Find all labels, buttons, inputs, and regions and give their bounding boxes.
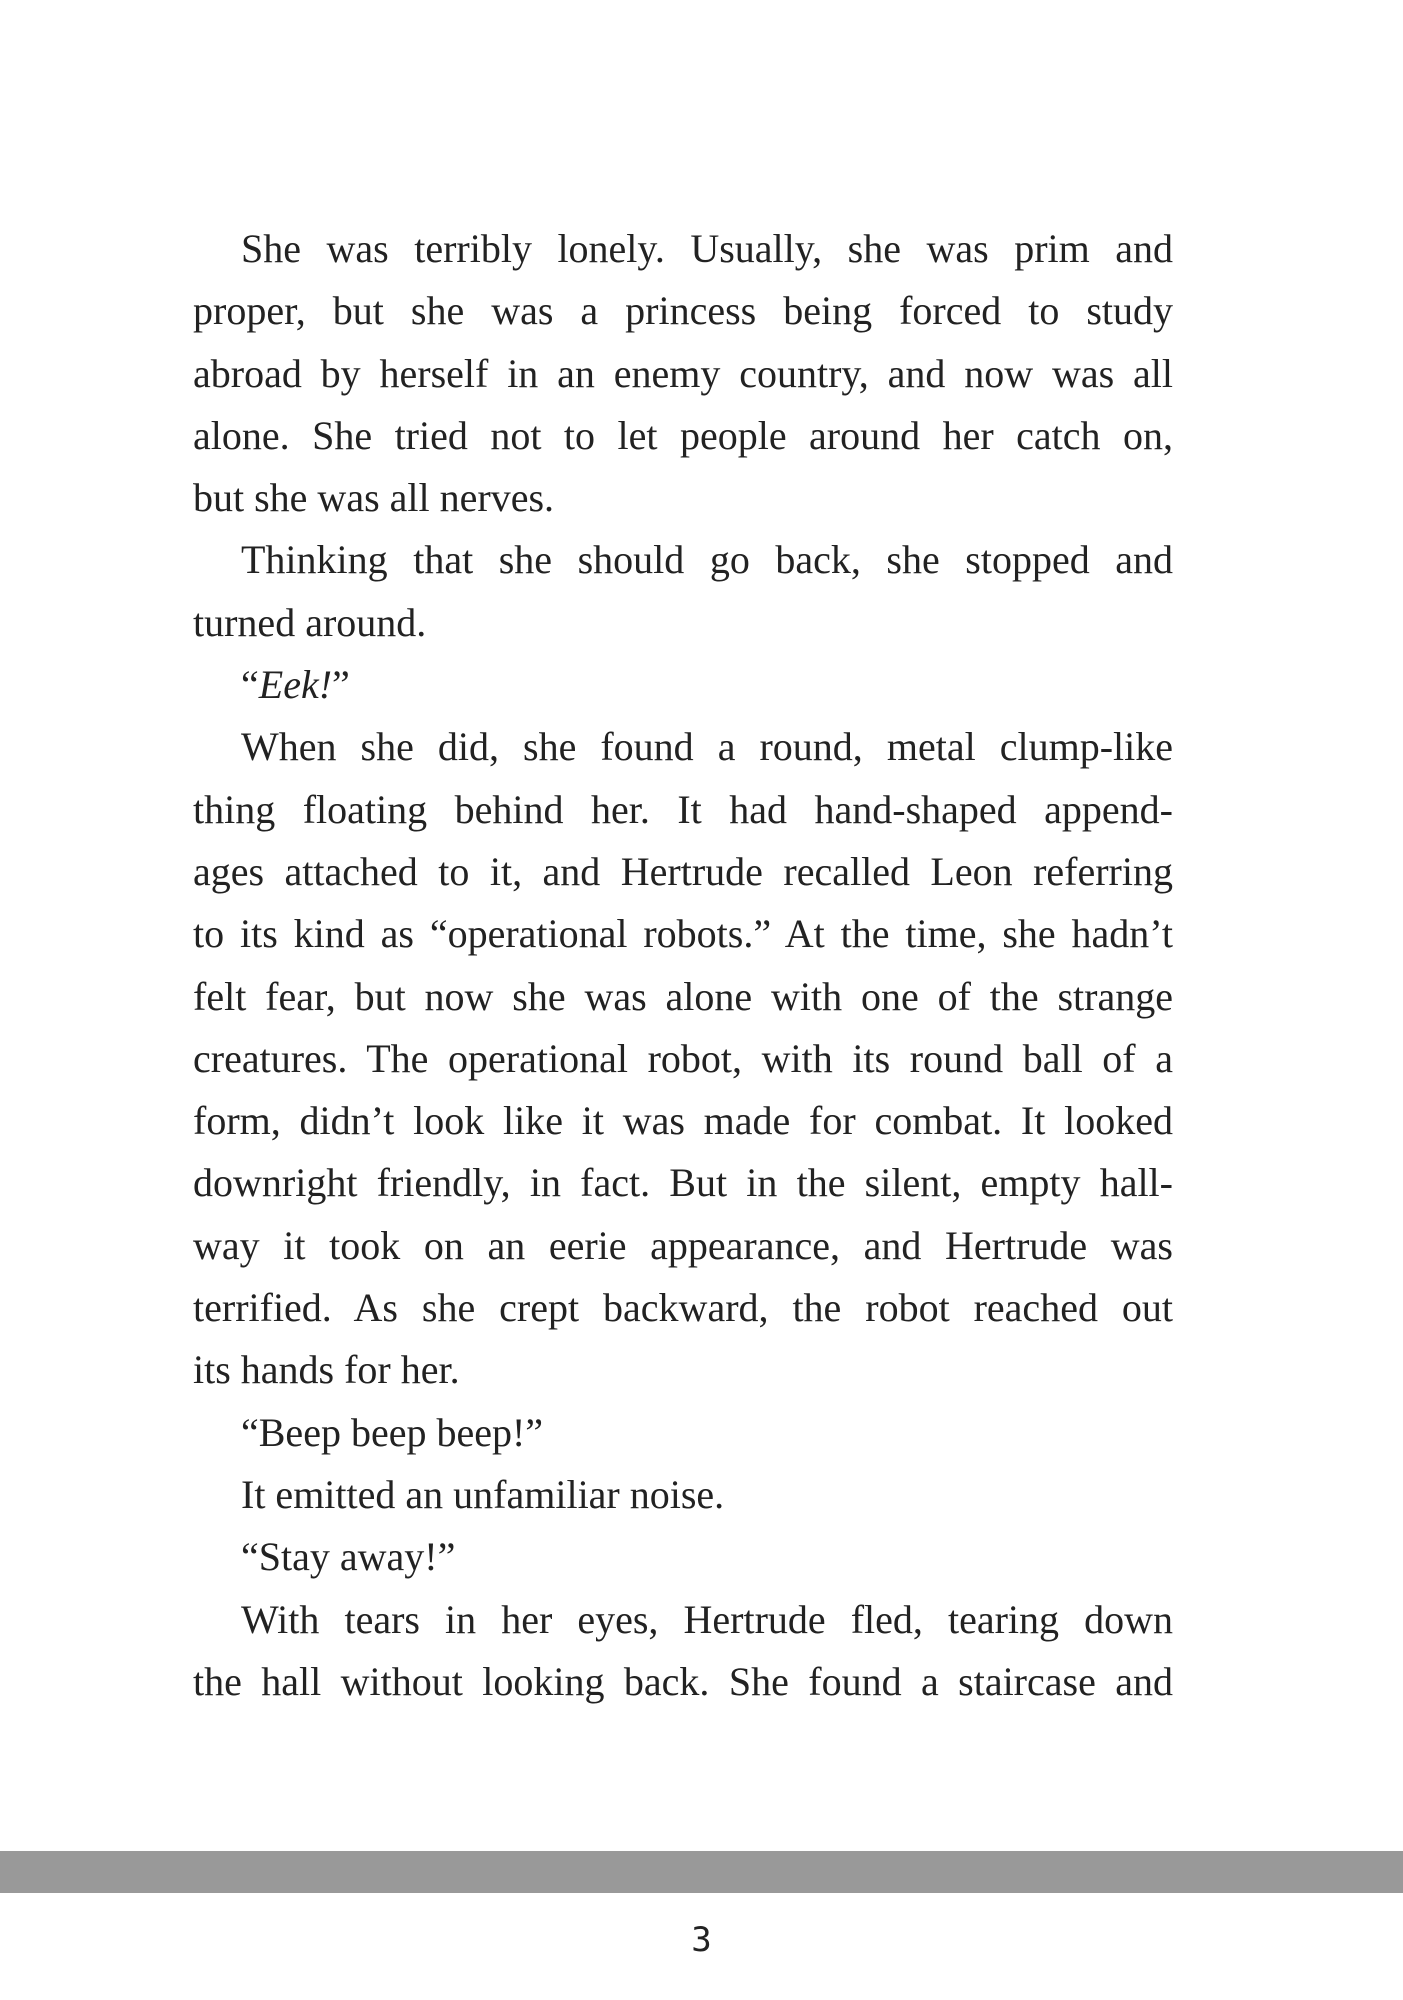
text-line: ages attached to it, and Hertrude recalled Leon referring — [193, 848, 1173, 894]
footer-bar — [0, 1851, 1403, 1893]
page-number: 3 — [691, 1920, 712, 1960]
text-line: to its kind as “operational robots.” At the time, she hadn’t — [193, 911, 1173, 957]
text-line: With tears in her eyes, Hertrude fled, tearing down — [241, 1596, 1173, 1642]
text-line: alone. She tried not to let people around her catch on, — [193, 412, 1173, 458]
text-line: form, didn’t look like it was made for combat. It looked — [193, 1098, 1173, 1144]
close-quote: ” — [332, 662, 350, 708]
text-line: way it took on an eerie appearance, and Hertrude was — [193, 1222, 1173, 1268]
body-text — [193, 218, 1173, 1713]
open-quote: “ — [241, 662, 259, 708]
text-line: but she was all nerves. — [193, 475, 555, 521]
text-line: proper, but she was a princess being forced to study — [193, 288, 1173, 334]
text-line: downright friendly, in fact. But in the silent, empty hall- — [193, 1160, 1173, 1206]
text-line: It emitted an unfamiliar noise. — [241, 1471, 725, 1517]
text-line: turned around. — [193, 599, 427, 645]
text-line: creatures. The operational robot, with its round ball of a — [193, 1035, 1173, 1081]
text-line: felt fear, but now she was alone with one of the strange — [193, 973, 1173, 1019]
text-line: When she did, she found a round, metal clump-like — [241, 724, 1173, 770]
text-line: She was terribly lonely. Usually, she was prim and — [241, 226, 1173, 271]
text-line: the hall without looking back. She found a staircase and — [193, 1658, 1173, 1704]
text-line: terrified. As she crept backward, the robot reached out — [193, 1285, 1173, 1331]
italic-exclamation: Eek! — [258, 662, 333, 708]
text-line: its hands for her. — [193, 1347, 460, 1393]
text-line-exclamation — [193, 654, 1173, 716]
text-line: thing floating behind her. It had hand-shaped append- — [193, 786, 1173, 832]
text-line: abroad by herself in an enemy country, and now was all — [193, 350, 1173, 396]
text-line: “Beep beep beep!” — [241, 1409, 544, 1455]
text-line: Thinking that she should go back, she stopped and — [241, 537, 1173, 583]
text-line: “Stay away!” — [241, 1534, 456, 1580]
